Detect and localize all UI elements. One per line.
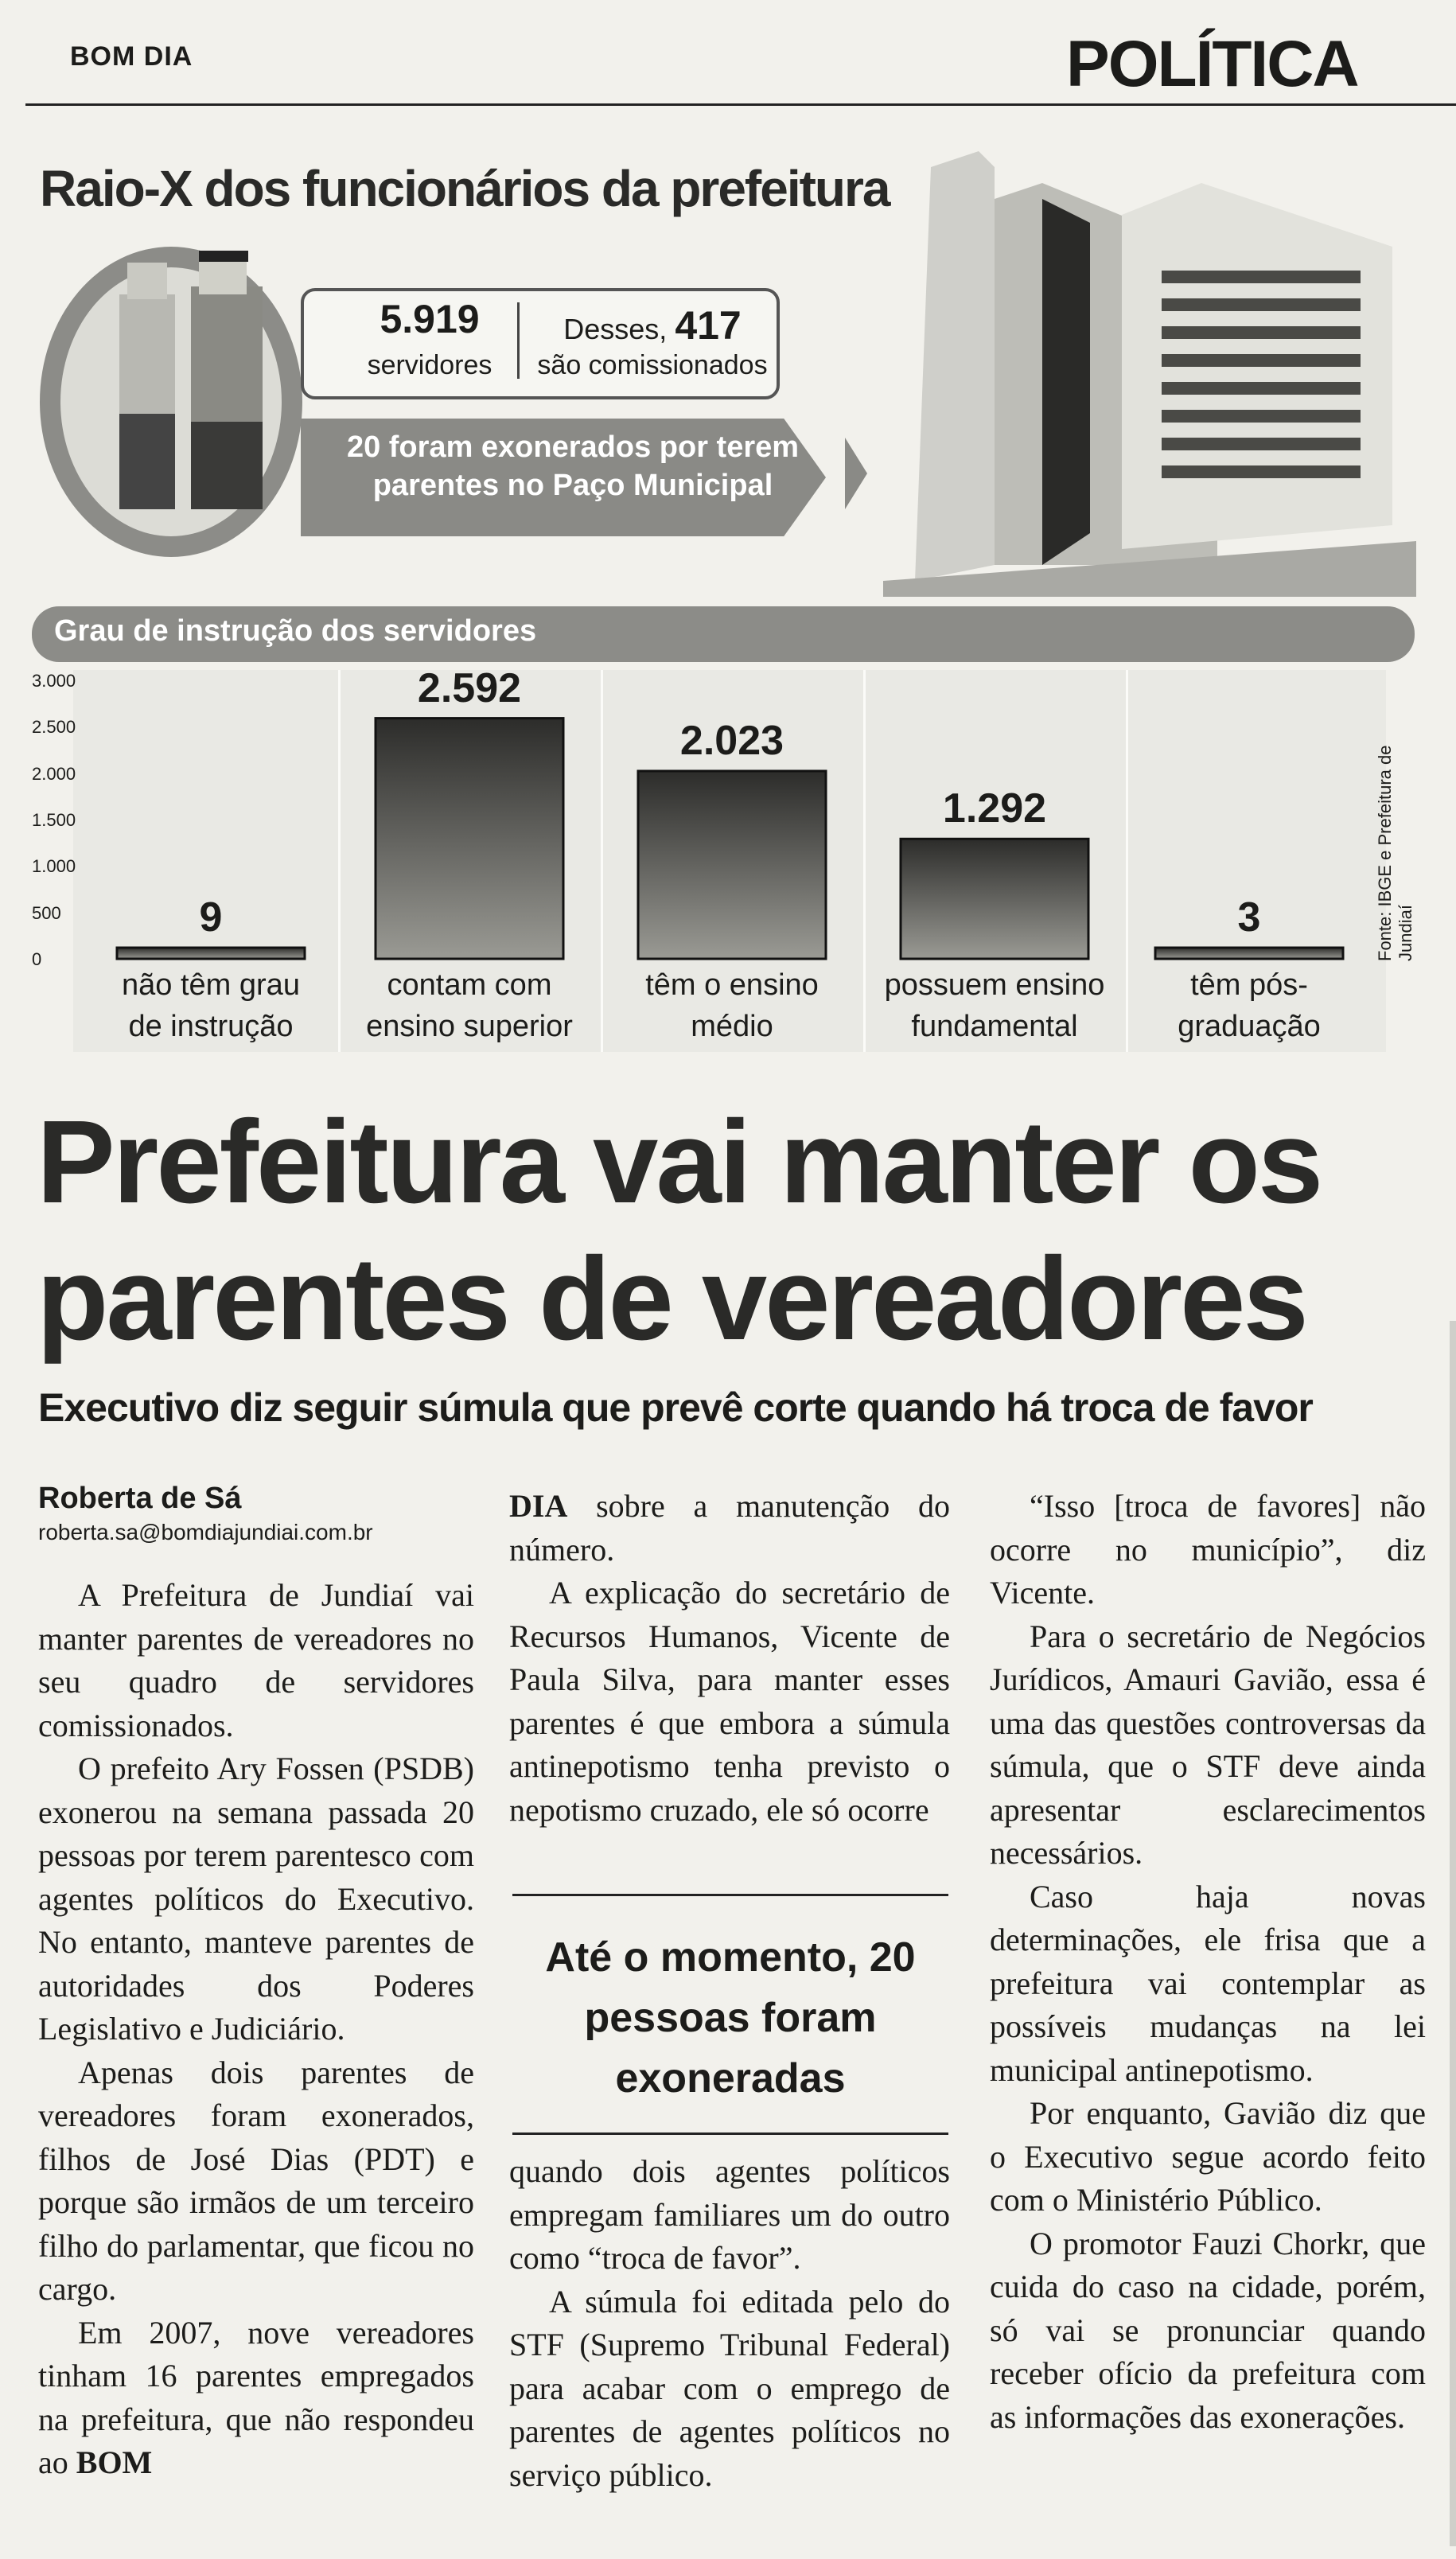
section-title: POLÍTICA [1066,28,1358,100]
paragraph: “Isso [troca de favores] não ocorre no município”, diz Vicente. [990,1488,1426,1611]
comissionados-count: Desses, 417 [563,303,742,348]
x-category-label: possuem ensino fundamental [884,968,1105,1043]
paragraph: Em 2007, nove vereadores tinham 16 parentes empregados na prefeitura, que não respondeu ao BOM [38,2314,474,2480]
bar [638,771,826,959]
bar-value-label: 2.592 [417,664,522,711]
y-tick-label: 500 [32,902,61,923]
x-category-label: têm pós-graduação [1178,968,1321,1043]
servidores-label: servidores [367,350,492,380]
paragraph: O promotor Fauzi Chorkr, que cuida do caso na cidade, porém, só vai se pronunciar quando receber ofício da prefeitura com as informações das exonerações. [990,2225,1426,2435]
bar [376,719,563,959]
bar [1155,948,1343,959]
bar-value-label: 2.023 [679,717,784,764]
article-column-2-bottom [509,2150,950,2497]
exonerated-text: 20 foram exonerados por terem parentes no Paço Municipal [346,430,800,502]
paragraph: DIA sobre a manutenção do número. [509,1488,951,1568]
paragraph: quando dois agentes políticos empregam familiares um do outro como “troca de favor”. [509,2153,950,2276]
article-column-2-top [509,1485,950,1832]
bar [901,839,1088,959]
paragraph: Apenas dois parentes de vereadores foram exonerados, filhos de José Dias (PDT) e porque são irmãos de um terceiro filho do parlamentar, que ficou no cargo. [38,2054,474,2307]
x-category-label: têm o ensino médio [645,968,819,1043]
comissionados-label: são comissionados [537,350,768,380]
y-tick-label: 3.000 [32,671,76,691]
paragraph: A súmula foi editada pelo do STF (Supremo Tribunal Federal) para acabar com o emprego de parentes de agentes políticos no serviço público. [509,2283,950,2493]
newspaper-name: BOM DIA [70,41,193,72]
chart-title: Grau de instrução dos servidores [54,614,537,648]
headline: Prefeitura vai manter os parentes de vereadores [37,1096,1322,1365]
x-category-label: não têm grau de instrução [122,968,300,1043]
y-tick-label: 1.000 [32,856,76,877]
subheadline: Executivo diz seguir súmula que prevê corte quando há troca de favor [38,1385,1313,1430]
servidores-count: 5.919 [380,297,480,341]
y-tick-label: 2.000 [32,763,76,784]
bar-value-label: 3 [1237,894,1261,941]
article-column-3 [990,1485,1426,2439]
bar-value-label: 9 [199,894,223,941]
paragraph: Caso haja novas determinações, ele frisa que a prefeitura vai contemplar as possíveis mudanças na lei municipal antinepotismo. [990,1878,1426,2088]
y-tick-label: 1.500 [32,810,76,830]
author-name: Roberta de Sá [38,1482,242,1515]
pullquote-rule-top [512,1894,948,1896]
bar [117,948,305,959]
pullquote-rule-bottom [512,2132,948,2135]
paragraph: Por enquanto, Gavião diz que o Executivo segue acordo feito com o Ministério Público. [990,2095,1426,2218]
chart-source: Fonte: IBGE e Prefeitura de Jundiaí [1375,745,1415,961]
article-column-1 [38,1574,474,2485]
author-email[interactable]: roberta.sa@bomdiajundiai.com.br [38,1520,373,1544]
y-tick-label: 0 [32,949,42,969]
paragraph: A Prefeitura de Jundiaí vai manter parentes de vereadores no seu quadro de servidores comissionados. [38,1577,474,1743]
adjacent-page-edge [1450,1321,1456,2546]
pullquote: Até o momento, 20 pessoas foram exoneradas [545,1934,916,2101]
bar-value-label: 1.292 [942,785,1047,832]
infographic-title: Raio-X dos funcionários da prefeitura [40,160,890,217]
paragraph: O prefeito Ary Fossen (PSDB) exonerou na semana passada 20 pessoas por terem parentesco com agentes políticos do Executivo. No entanto, manteve parentes de autoridades dos Poderes Legislativo e Judiciário. [38,1751,474,2047]
paragraph: Para o secretário de Negócios Jurídicos, Amauri Gavião, essa é uma das questões controversas da súmula, que o STF deve ainda apresentar esclarecimentos necessários. [990,1618,1426,1871]
y-tick-label: 2.500 [32,717,76,738]
paragraph: A explicação do secretário de Recursos Humanos, Vicente de Paula Silva, para manter esses parentes é que embora a súmula antinepotismo tenha previsto o nepotismo cruzado, ele só ocorre [509,1575,950,1828]
x-category-label: contam com ensino superior [366,968,573,1043]
